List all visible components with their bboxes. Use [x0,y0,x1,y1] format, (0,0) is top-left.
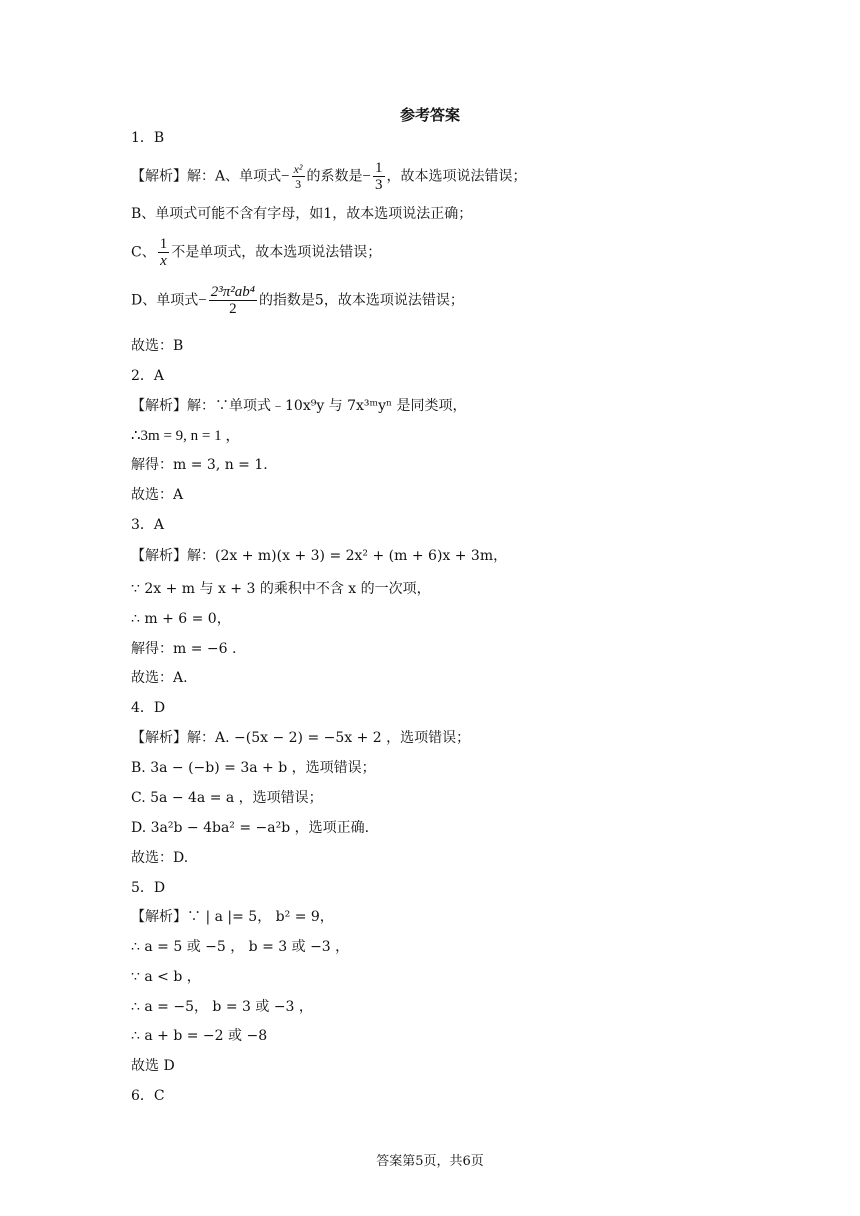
q4-option-c: C. 5a − 4a = a ，选项错误； [131,790,323,806]
q5-step-2: ∵ a < b ， [131,969,201,985]
q3-analysis: 【解析】解：(2x + m)(x + 3) = 2x² + (m + 6)x + 3m， [131,548,508,564]
minus-sign: − [362,168,371,185]
q4-option-b: B. 3a − (−b) = 3a + b ，选项错误； [131,760,376,776]
q1-analysis-a [131,160,527,193]
q5-step-4: ∴ a + b = −2 或 −8 [131,1028,268,1044]
q4-option-a: 【解析】解：A. −(5x − 2) = −5x + 2 ，选项错误； [131,730,471,746]
q1-analysis-c [131,236,381,269]
fraction-x2-over-3: $\frac{\text{x²}}{3}$ [293,162,303,191]
minus-sign: − [281,168,290,185]
q1-c-text: 不是单项式，故本选项说法错误； [171,244,382,261]
q2-choice: 故选：A [131,487,184,503]
answer-1: 1．B [131,130,165,146]
fraction-1-over-x: $\frac{1}{x}$ [159,236,168,269]
q5-analysis: 【解析】∵ | a |= 5， b² = 9， [131,909,334,925]
q2-step-1: ∴3m = 9, n = 1 ， [131,428,241,444]
q5-step-3: ∴ a = −5， b = 3 或 −3 ， [131,999,313,1015]
q1-d-text: 的指数是5，故本选项说法错误； [258,292,464,309]
q1-choice: 故选：B [131,338,184,354]
minus-sign: − [198,292,207,309]
q3-step-3: 解得：m = −6 . [131,641,237,657]
fraction-1-over-3: $\frac{1}{3}$ [375,160,383,193]
answer-5: 5．D [131,880,166,896]
q3-choice: 故选：A. [131,670,188,686]
q3-step-2: ∴ m + 6 = 0， [131,611,231,627]
q1-c-label: C、 [131,244,156,261]
q5-choice: 故选 D [131,1058,175,1074]
answer-4: 4．D [131,700,166,716]
answer-2: 2．A [131,368,165,384]
q1-a-text: 【解析】解：A、单项式 [131,168,282,185]
page-footer: 答案第5页，共6页 [376,1154,484,1169]
q5-step-1: ∴ a = 5 或 −5 ， b = 3 或 −3 ， [131,939,350,955]
q2-step-2: 解得：m = 3, n = 1. [131,457,268,473]
q4-option-d: D. 3a²b − 4ba² = −a²b ，选项正确. [131,820,370,836]
q3-step-1: ∵ 2x + m 与 x + 3 的乘积中不含 x 的一次项， [131,581,431,597]
answer-3: 3．A [131,517,165,533]
q4-choice: 故选：D. [131,850,189,866]
q1-a-text-2: 的系数是 [306,168,363,185]
q1-d-label: D、单项式 [131,292,199,309]
q1-analysis-b: B、单项式可能不含有字母，如1，故本选项说法正确； [131,206,473,222]
fraction-monomial: $\frac{\text{2³π²ab⁴}}{2}$ [210,284,255,317]
answer-6: 6．C [131,1088,165,1104]
q1-analysis-d [131,284,464,317]
q1-a-text-3: ，故本选项说法错误； [386,168,527,185]
page-title: 参考答案 [399,106,460,124]
q2-analysis: 【解析】解：∵单项式﹣10x⁹y 与 7x³ᵐyⁿ 是同类项， [131,398,467,414]
